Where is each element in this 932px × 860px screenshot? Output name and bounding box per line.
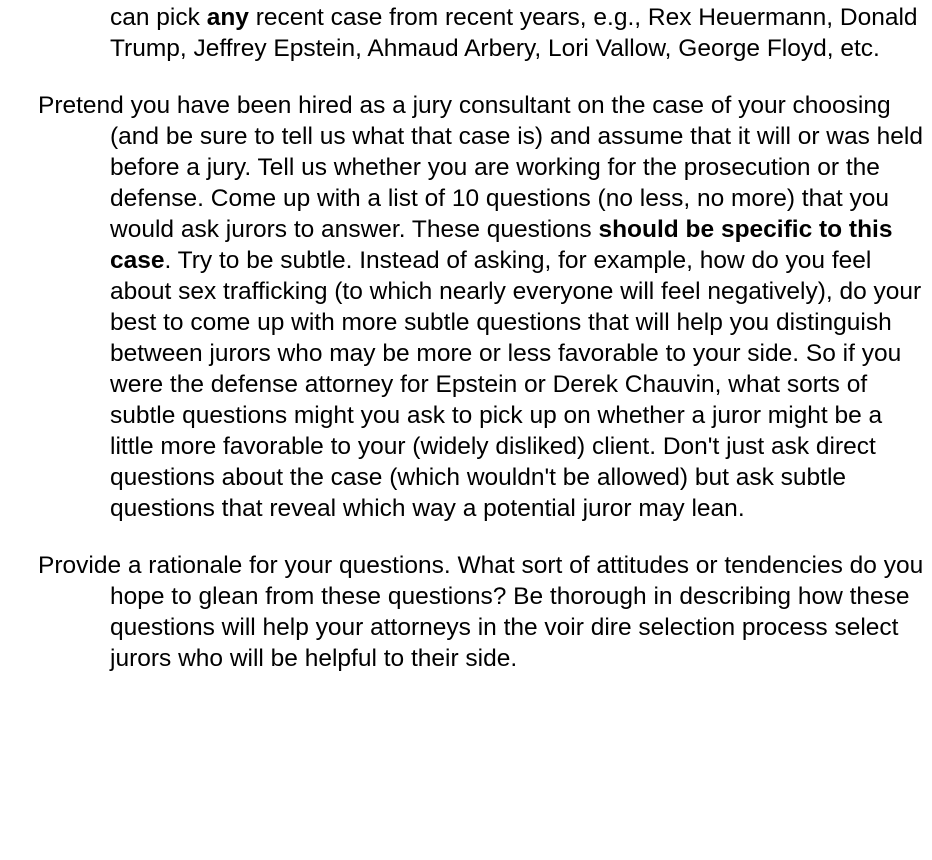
document-body — [0, 2, 932, 674]
text-run: . Try to be subtle. Instead of asking, for example, how do you feel about sex trafficking (to which nearly everyone will feel negatively), do your best to come up with more subtle questions that will help you distinguish between jurors who may be more or less favorable to your side. So if you were the defense attorney for Epstein or Derek Chauvin, what sorts of subtle questions might you ask to pick up on whether a juror might be a little more favorable to your (widely disliked) client. Don't just ask direct questions about the case (which wouldn't be allowed) but ask subtle questions that reveal which way a potential juror may lean. — [110, 247, 922, 522]
paragraph-intro — [0, 2, 930, 64]
text-run: Pretend you have been hired as a jury consultant on the case of your choosing (and be sure to tell us what that case is) and assume that it will or was held before a jury. Tell us whether you are working for the prosecution or the defense. Come up with a list of 10 questions (no less, no more) that you would ask jurors to answer. These questions — [38, 92, 923, 243]
bold-text-run: any — [206, 4, 249, 31]
paragraph-consultant — [0, 90, 930, 524]
bold-text-run: should be specific to this case — [110, 216, 893, 274]
text-run: recent case from recent years, e.g., Rex Heuermann, Donald Trump, Jeffrey Epstein, Ahmaud Arbery, Lori Vallow, George Floyd, etc. — [110, 4, 918, 62]
text-run: Provide a rationale for your questions. What sort of attitudes or tendencies do you hope to glean from these questions? Be thorough in describing how these questions will help your attorneys in the voir dire selection process select jurors who will be helpful to their side. — [38, 552, 924, 672]
paragraph-rationale — [0, 550, 930, 674]
text-run: can pick — [110, 4, 207, 31]
